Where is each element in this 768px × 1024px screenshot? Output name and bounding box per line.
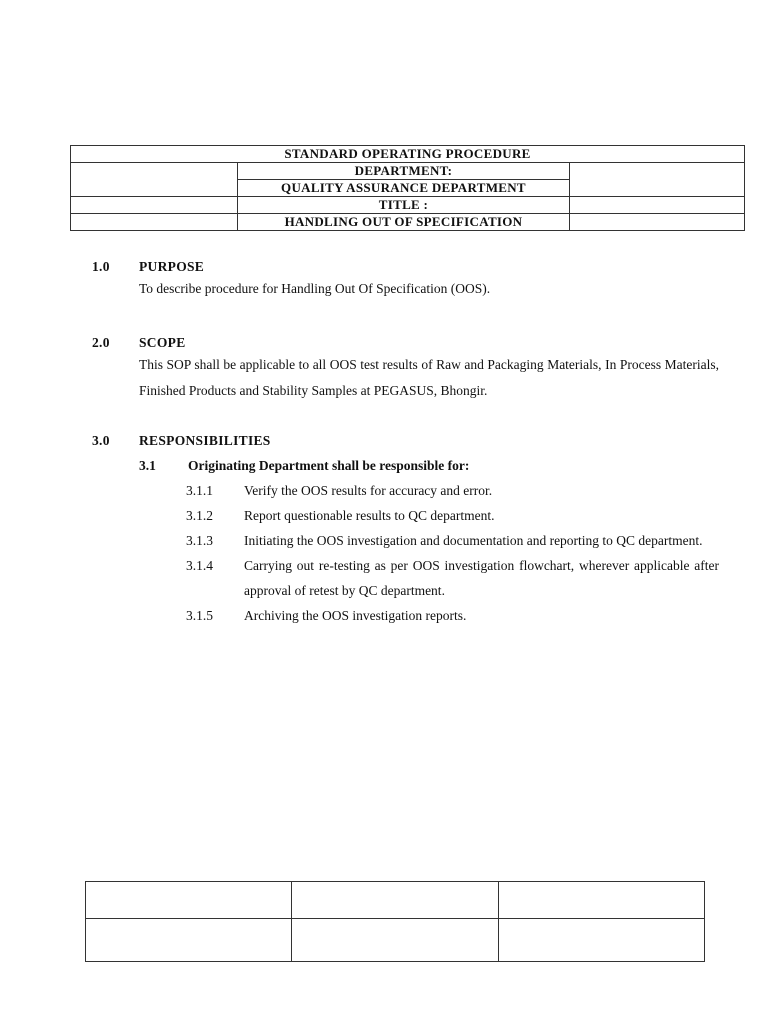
signature-cell	[292, 919, 498, 962]
header-empty-cell	[71, 197, 238, 214]
section-title: PURPOSE	[139, 259, 205, 274]
header-empty-cell	[569, 214, 744, 231]
item-text: Initiating the OOS investigation and documentation and reporting to QC department.	[244, 533, 703, 548]
item-text: Report questionable results to QC department.	[244, 508, 495, 523]
item-number: 3.1.4	[186, 558, 213, 573]
title-value: HANDLING OUT OF SPECIFICATION	[238, 214, 569, 231]
header-empty-cell	[569, 163, 744, 197]
signature-cell	[498, 919, 704, 962]
signature-cell	[498, 882, 704, 919]
section-body: To describe procedure for Handling Out Of Specification (OOS).	[139, 281, 491, 296]
sop-title: STANDARD OPERATING PROCEDURE	[71, 146, 745, 163]
section-number: 1.0	[92, 259, 110, 274]
signature-cell	[292, 882, 498, 919]
header-empty-cell	[569, 197, 744, 214]
department-value: QUALITY ASSURANCE DEPARTMENT	[238, 180, 569, 197]
department-label: DEPARTMENT:	[238, 163, 569, 180]
header-empty-cell	[71, 214, 238, 231]
section-number: 3.0	[92, 433, 110, 448]
item-text: Archiving the OOS investigation reports.	[244, 608, 467, 623]
section-heading	[92, 433, 719, 449]
section-number: 2.0	[92, 335, 110, 350]
item-text: Verify the OOS results for accuracy and error.	[244, 483, 493, 498]
section-title: RESPONSIBILITIES	[139, 433, 271, 448]
list-item	[186, 603, 719, 628]
subsection-title: Originating Department shall be responsible for:	[188, 458, 470, 473]
section-purpose	[92, 259, 719, 302]
subsection-number: 3.1	[139, 458, 156, 473]
title-label: TITLE :	[238, 197, 569, 214]
header-empty-cell	[71, 163, 238, 197]
list-item	[186, 553, 719, 603]
responsibility-list	[92, 478, 719, 628]
subsection-heading	[139, 458, 719, 474]
item-number: 3.1.1	[186, 483, 213, 498]
sop-header-table	[70, 145, 745, 231]
item-number: 3.1.5	[186, 608, 213, 623]
signature-cell	[86, 919, 292, 962]
list-item	[186, 528, 719, 553]
item-number: 3.1.2	[186, 508, 213, 523]
section-heading	[92, 259, 719, 275]
list-item	[186, 478, 719, 503]
signature-table	[85, 881, 705, 962]
section-scope	[92, 335, 719, 404]
item-text: Carrying out re-testing as per OOS investigation flowchart, wherever applicable after approval of retest by QC department.	[244, 558, 719, 598]
section-title: SCOPE	[139, 335, 186, 350]
section-heading	[92, 335, 719, 351]
signature-cell	[86, 882, 292, 919]
item-number: 3.1.3	[186, 533, 213, 548]
section-body: This SOP shall be applicable to all OOS test results of Raw and Packaging Materials, In Process Materials, Finished Products and Stability Samples at PEGASUS, Bhongir.	[139, 357, 719, 398]
section-responsibilities	[92, 433, 719, 628]
list-item	[186, 503, 719, 528]
